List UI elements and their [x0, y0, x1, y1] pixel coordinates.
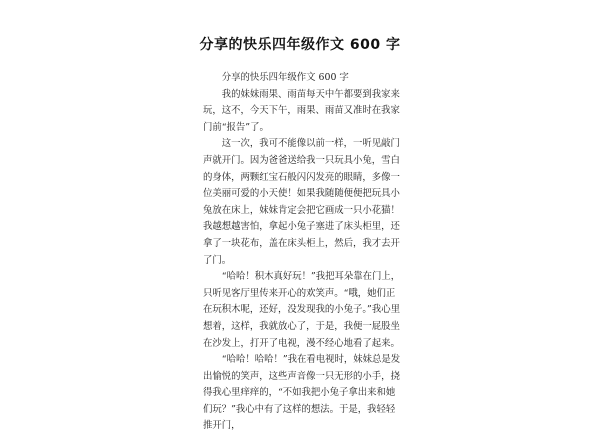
paragraph: “哈哈！哈哈！”我在看电视时，妹妹总是发出愉悦的笑声，这些声音像一只无形的小手，挠得我心里痒痒的，“不如我把小兔子拿出来和她们玩？”我心中有了这样的想法。于是，我轻轻推开门， — [203, 354, 401, 432]
paragraph: “哈哈！积木真好玩！”我把耳朵靠在门上，只听见客厅里传来开心的欢笑声。“哦，她们正在玩积木呢，还好，没发现我的小兔子。”我心里想着，这样，我就放心了，于是，我便一屁股坐在沙发上，打开了电视，漫不经心地看了起来。 — [203, 271, 401, 349]
paragraph: 分享的快乐四年级作文 600 字 — [221, 72, 349, 83]
paragraph: 我的妹妹雨果、雨苗每天中午都要到我家来玩，这不，今天下午，雨果、雨苗又准时在我家门前“报告”了。 — [203, 88, 400, 133]
document-body — [203, 70, 403, 435]
paragraph: 这一次，我可不能像以前一样，一听见敲门声就开门。因为爸爸送给我一只玩具小兔，雪白的身体，两颗红宝石般闪闪发亮的眼睛，多像一位美丽可爱的小天使！如果我随随便便把玩具小兔放在床上，妹妹肯定会把它画成一只小花猫！我越想越害怕，拿起小兔子塞进了床头柜里，还拿了一块花布，盖在床头柜上，然后，我才去开了门。 — [203, 138, 400, 266]
document-title: 分享的快乐四年级作文 600 字 — [199, 37, 401, 53]
